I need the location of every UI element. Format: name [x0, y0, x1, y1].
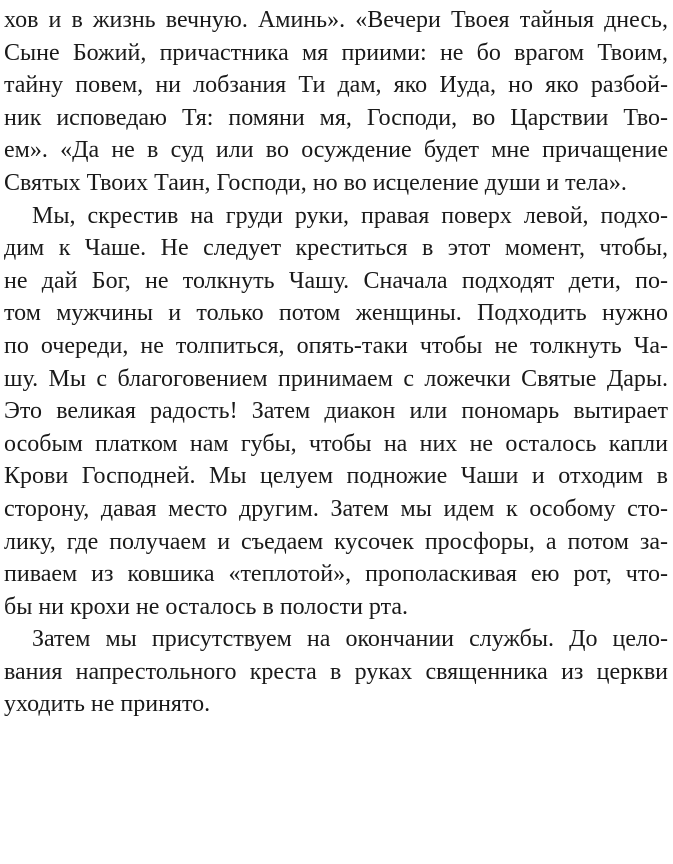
text-line: не дай Бог, не толкнуть Чашу. Сначала подходят дети, по-: [4, 267, 668, 294]
text-line: Сыне Божий, причастника мя приими: не бо врагом Твоим,: [4, 39, 668, 66]
text-line: вания напрестольного креста в руках священника из церкви: [4, 658, 668, 685]
page-text: [4, 4, 668, 721]
text-line: Мы, скрестив на груди руки, правая поверх левой, подхо-: [32, 202, 668, 229]
text-line: уходить не принято.: [4, 691, 211, 718]
text-line: лику, где получаем и съедаем кусочек просфоры, а потом за-: [4, 528, 668, 555]
text-line: том мужчины и только потом женщины. Подходить нужно: [4, 300, 668, 327]
text-line: ник исповедаю Тя: помяни мя, Господи, во Царствии Тво-: [4, 104, 668, 131]
text-line: хов и в жизнь вечную. Аминь». «Вечери Твоея тайныя днесь,: [4, 7, 668, 33]
text-line: сторону, давая место другим. Затем мы идем к особому сто-: [4, 495, 668, 522]
text-line: шу. Мы с благоговением принимаем с ложечки Святые Дары.: [4, 365, 668, 392]
text-line: дим к Чаше. Не следует креститься в этот момент, чтобы,: [4, 235, 668, 262]
text-line: по очереди, не толпиться, опять-таки чтобы не толкнуть Ча-: [4, 332, 668, 359]
text-line: пиваем из ковшика «теплотой», прополаскивая ею рот, что-: [4, 561, 668, 588]
text-line: тайну повем, ни лобзания Ти дам, яко Иуда, но яко разбой-: [4, 72, 668, 99]
text-line: бы ни крохи не осталось в полости рта.: [4, 593, 409, 620]
text-line: Затем мы присутствуем на окончании службы. До цело-: [32, 626, 668, 653]
paragraph-1: [4, 4, 668, 200]
text-line: Это великая радость! Затем диакон или пономарь вытирает: [4, 398, 668, 425]
text-line: Святых Твоих Таин, Господи, но во исцеление души и тела».: [4, 169, 627, 196]
text-line: Крови Господней. Мы целуем подножие Чаши и отходим в: [4, 463, 668, 490]
text-line: особым платком нам губы, чтобы на них не осталось капли: [4, 430, 668, 457]
paragraph-3: [4, 623, 668, 721]
paragraph-2: [4, 200, 668, 624]
text-line: ем». «Да не в суд или во осуждение будет мне причащение: [4, 137, 668, 164]
